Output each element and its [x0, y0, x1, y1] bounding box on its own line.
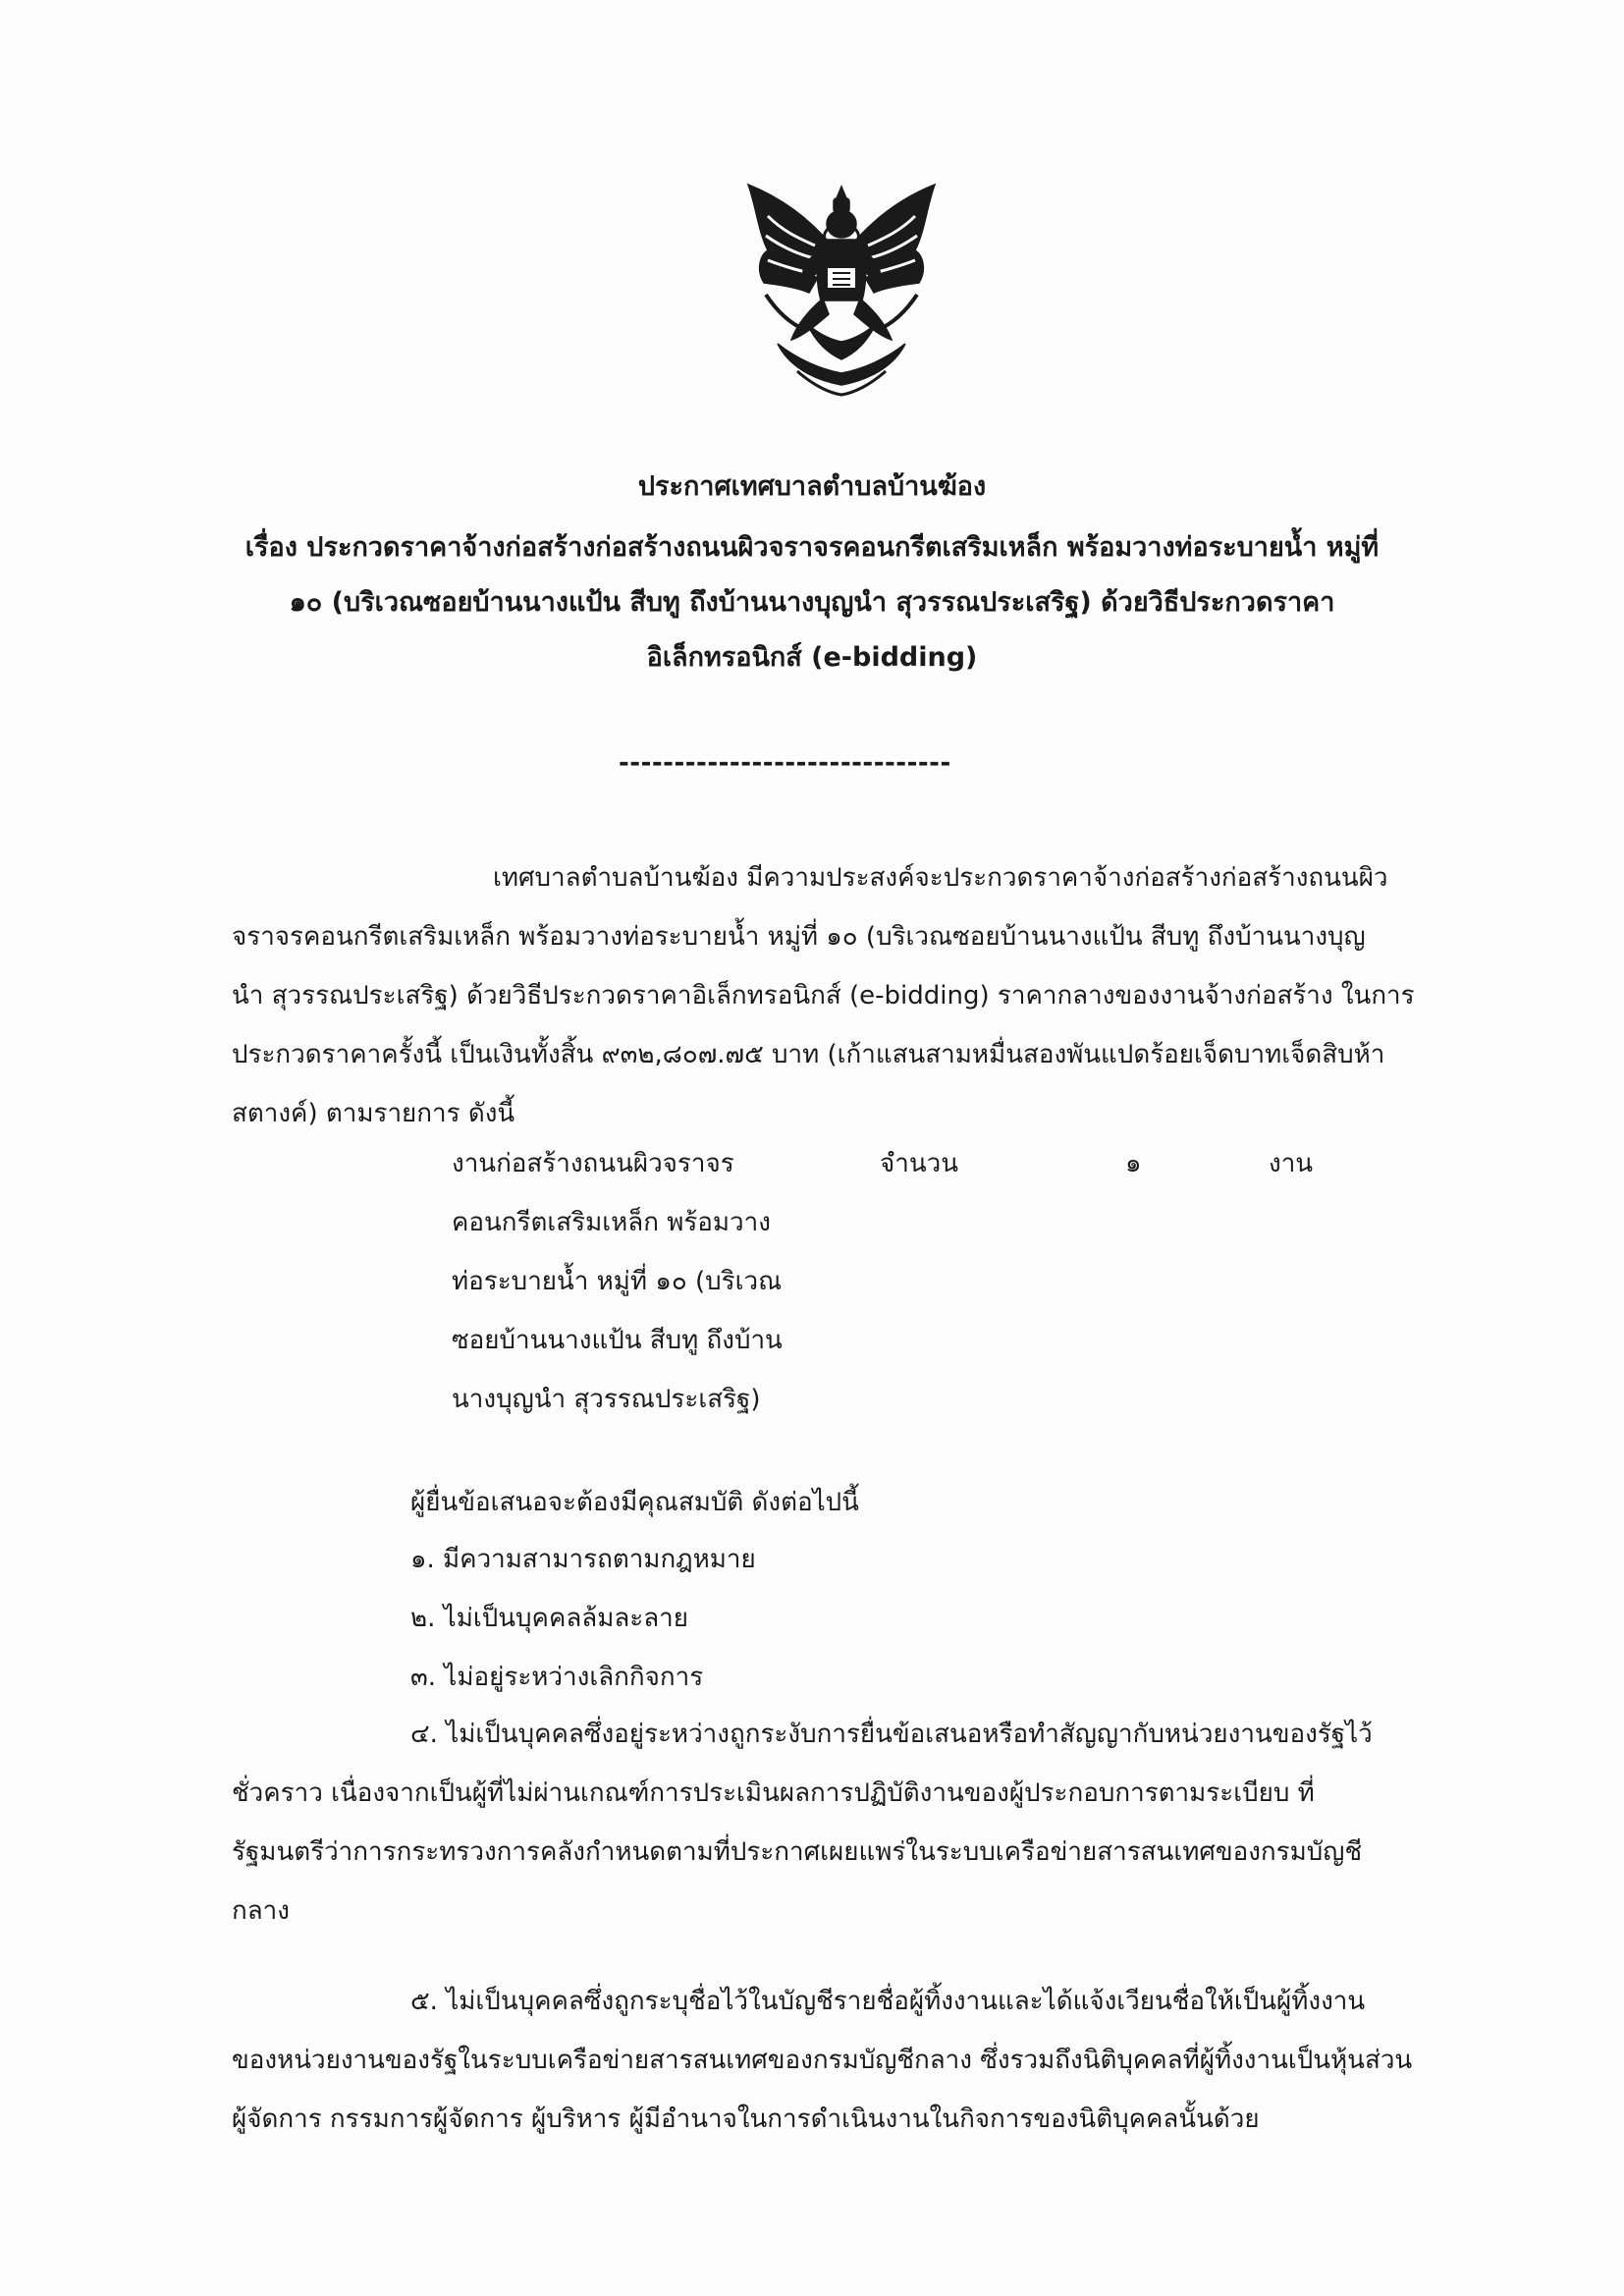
intro-paragraph: [232, 848, 1459, 1143]
qualification-item: ๒. ไม่เป็นบุคคลล้มละลาย: [410, 1604, 689, 1633]
intro-line: จราจรคอนกรีตเสริมเหล็ก พร้อมวางท่อระบายน้ำ หมู่ที่ ๑๐ (บริเวณซอยบ้านนางแป้น สีบทู ถึงบ้านนางบุญ: [232, 922, 1366, 952]
work-item-description-line: นางบุญนำ สุวรรณประเสริฐ): [452, 1385, 761, 1414]
qualification-item-4: [232, 1705, 1459, 1941]
qualification-line: ๕. ไม่เป็นบุคคลซึ่งถูกระบุชื่อไว้ในบัญชีรายชื่อผู้ทิ้งงานและได้แจ้งเวียนชื่อให้เป็นผู้ทิ้งงาน: [410, 1987, 1366, 2016]
qualification-line: กลาง: [232, 1896, 290, 1926]
intro-line: ประกวดราคาครั้งนี้ เป็นเงินทั้งสิ้น ๙๓๒,๘๐๗.๗๕ บาท (เก้าแสนสามหมื่นสองพันแปดร้อยเจ็ดบาทเจ็ดสิบห้า: [232, 1040, 1385, 1069]
intro-line: สตางค์) ตามรายการ ดังนี้: [232, 1099, 515, 1128]
qualifications-heading: ผู้ยื่นข้อเสนอจะต้องมีคุณสมบัติ ดังต่อไปนี้: [410, 1488, 859, 1517]
work-item-quantity: ๑: [1125, 1149, 1142, 1178]
qualification-item-5: [232, 1972, 1459, 2149]
intro-line: เทศบาลตำบลบ้านฆ้อง มีความประสงค์จะประกวดราคาจ้างก่อสร้างก่อสร้างถนนผิว: [493, 863, 1388, 893]
work-item-description-line: คอนกรีตเสริมเหล็ก พร้อมวาง: [452, 1208, 771, 1237]
subject-line: อิเล็กทรอนิกส์ (e-bidding): [646, 642, 978, 673]
announcement-subject: [196, 520, 1428, 685]
work-item-description-line: งานก่อสร้างถนนผิวจราจร: [452, 1149, 734, 1178]
intro-line: นำ สุวรรณประเสริฐ) ด้วยวิธีประกวดราคาอิเล็กทรอนิกส์ (e-bidding) ราคากลางของงานจ้างก่อสร้าง ในการ: [232, 981, 1415, 1011]
qualifications-short-list: [410, 1530, 756, 1707]
qualification-line: ๔. ไม่เป็นบุคคลซึ่งอยู่ระหว่างถูกระงับการยื่นข้อเสนอหรือทำสัญญากับหน่วยงานของรัฐไว้: [410, 1720, 1373, 1749]
work-item-unit: งาน: [1269, 1149, 1314, 1178]
title-separator: ------------------------------: [619, 748, 951, 778]
work-item-quantity-label: จำนวน: [880, 1149, 958, 1178]
qualification-line: ผู้จัดการ กรรมการผู้จัดการ ผู้บริหาร ผู้มีอำนาจในการดำเนินงานในกิจการของนิติบุคคลนั้นด้วย: [232, 2105, 1260, 2134]
qualification-line: ชั่วคราว เนื่องจากเป็นผู้ที่ไม่ผ่านเกณฑ์การประเมินผลการปฏิบัติงานของผู้ประกอบการตามระเบียบ ที่: [232, 1778, 1315, 1808]
work-item-description-line: ซอยบ้านนางแป้น สีบทู ถึงบ้าน: [452, 1326, 783, 1355]
qualification-line: รัฐมนตรีว่าการกระทรวงการคลังกำหนดตามที่ประกาศเผยแพร่ในระบบเครือข่ายสารสนเทศของกรมบัญชี: [232, 1837, 1363, 1867]
subject-line: เรื่อง ประกวดราคาจ้างก่อสร้างก่อสร้างถนนผิวจราจรคอนกรีตเสริมเหล็ก พร้อมวางท่อระบายน้ำ หมู่ที่: [244, 532, 1380, 563]
work-item-description: [452, 1134, 864, 1429]
qualification-item: ๓. ไม่อยู่ระหว่างเลิกกิจการ: [410, 1663, 704, 1692]
announcement-title: [196, 460, 1428, 515]
subject-line: ๑๐ (บริเวณซอยบ้านนางแป้น สีบทู ถึงบ้านนางบุญนำ สุวรรณประเสริฐ) ด้วยวิธีประกวดราคา: [289, 587, 1335, 618]
announcement-title-text: ประกาศเทศบาลตำบลบ้านฆ้อง: [637, 471, 987, 502]
qualification-line: ของหน่วยงานของรัฐในระบบเครือข่ายสารสนเทศของกรมบัญชีกลาง ซึ่งรวมถึงนิติบุคคลที่ผู้ทิ้งงานเป็นหุ้นส่วน: [232, 2046, 1413, 2075]
work-item-description-line: ท่อระบายน้ำ หมู่ที่ ๑๐ (บริเวณ: [452, 1267, 783, 1296]
qualification-item: ๑. มีความสามารถตามกฎหมาย: [410, 1545, 756, 1574]
garuda-emblem-icon: [738, 177, 945, 403]
